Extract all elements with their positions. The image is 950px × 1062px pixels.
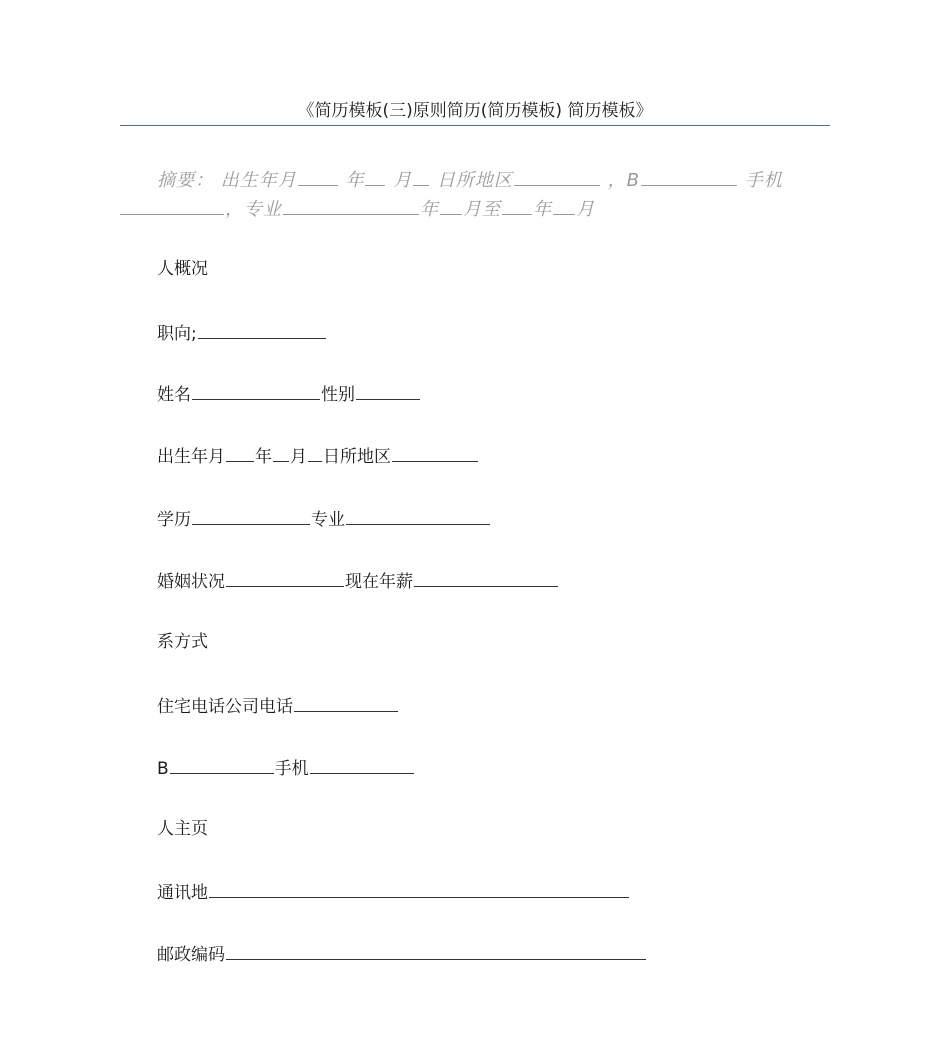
- section-personal: [157, 257, 208, 281]
- field-label: 日所地区: [323, 447, 391, 467]
- blank-line: [192, 381, 320, 400]
- blank-line: [502, 196, 532, 215]
- section-heading: 系方式: [157, 632, 208, 652]
- section-heading: 人概况: [157, 259, 208, 279]
- field-label: 性别: [321, 385, 355, 405]
- field-label: 现在年薪: [345, 572, 413, 592]
- document-title: 《简历模板(三)原则简历(简历模板) 简历模板》: [297, 101, 653, 121]
- blank-line: [641, 167, 737, 186]
- abstract-text: ，B: [607, 170, 641, 191]
- phone-field: [157, 693, 399, 717]
- abstract-text: 日所地区: [436, 170, 513, 191]
- field-label: 年: [255, 447, 272, 467]
- blank-line: [283, 196, 419, 215]
- blank-line: [346, 506, 490, 525]
- section-homepage: [157, 817, 208, 841]
- field-label: 通讯地: [157, 883, 208, 903]
- postcode-field: [157, 941, 647, 965]
- field-label: B: [157, 759, 169, 779]
- section-heading: 人主页: [157, 819, 208, 839]
- blank-line: [192, 506, 310, 525]
- blank-line: [365, 167, 385, 186]
- blank-line: [553, 196, 575, 215]
- blank-line: [414, 568, 558, 587]
- field-label: 婚姻状况: [157, 572, 225, 592]
- field-label: 学历: [157, 510, 191, 530]
- abstract-text: 月: [393, 170, 413, 191]
- job-field: [157, 320, 327, 344]
- blank-line: [356, 381, 420, 400]
- abstract-label: 摘要：: [157, 170, 214, 191]
- birth-field: [157, 443, 479, 467]
- abstract-text: 年: [533, 199, 552, 220]
- blank-line: [120, 196, 224, 215]
- abstract-paragraph: [120, 166, 830, 224]
- abstract-text: 年: [420, 199, 439, 220]
- abstract-text: 年: [345, 170, 365, 191]
- field-label: 住宅电话公司电话: [157, 697, 293, 717]
- blank-line: [294, 693, 398, 712]
- field-label: 职向;: [157, 324, 197, 344]
- blank-line: [308, 443, 322, 462]
- blank-line: [226, 443, 254, 462]
- blank-line: [209, 879, 629, 898]
- abstract-text: 月至: [463, 199, 501, 220]
- blank-line: [413, 167, 429, 186]
- field-label: 出生年月: [157, 447, 225, 467]
- address-field: [157, 879, 630, 903]
- field-label: 月: [290, 447, 307, 467]
- blank-line: [226, 941, 646, 960]
- blank-line: [298, 167, 338, 186]
- blank-line: [226, 568, 344, 587]
- blank-line: [440, 196, 462, 215]
- blank-line: [310, 755, 414, 774]
- abstract-text: ，专业: [225, 199, 282, 220]
- field-label: 专业: [311, 510, 345, 530]
- field-label: 姓名: [157, 385, 191, 405]
- field-label: 手机: [274, 759, 309, 779]
- education-major-field: [157, 506, 491, 530]
- blank-line: [170, 755, 274, 774]
- marital-salary-field: [157, 568, 559, 592]
- abstract-text: 手机: [744, 170, 783, 191]
- blank-line: [198, 320, 326, 339]
- name-gender-field: [157, 381, 421, 405]
- title-underline: [120, 125, 830, 126]
- blank-line: [514, 167, 600, 186]
- b-mobile-field: [157, 755, 415, 779]
- field-label: 邮政编码: [157, 945, 225, 965]
- abstract-text: 出生年月: [220, 170, 297, 191]
- blank-line: [273, 443, 289, 462]
- abstract-text: 月: [576, 199, 595, 220]
- section-contact: [157, 630, 208, 654]
- blank-line: [392, 443, 478, 462]
